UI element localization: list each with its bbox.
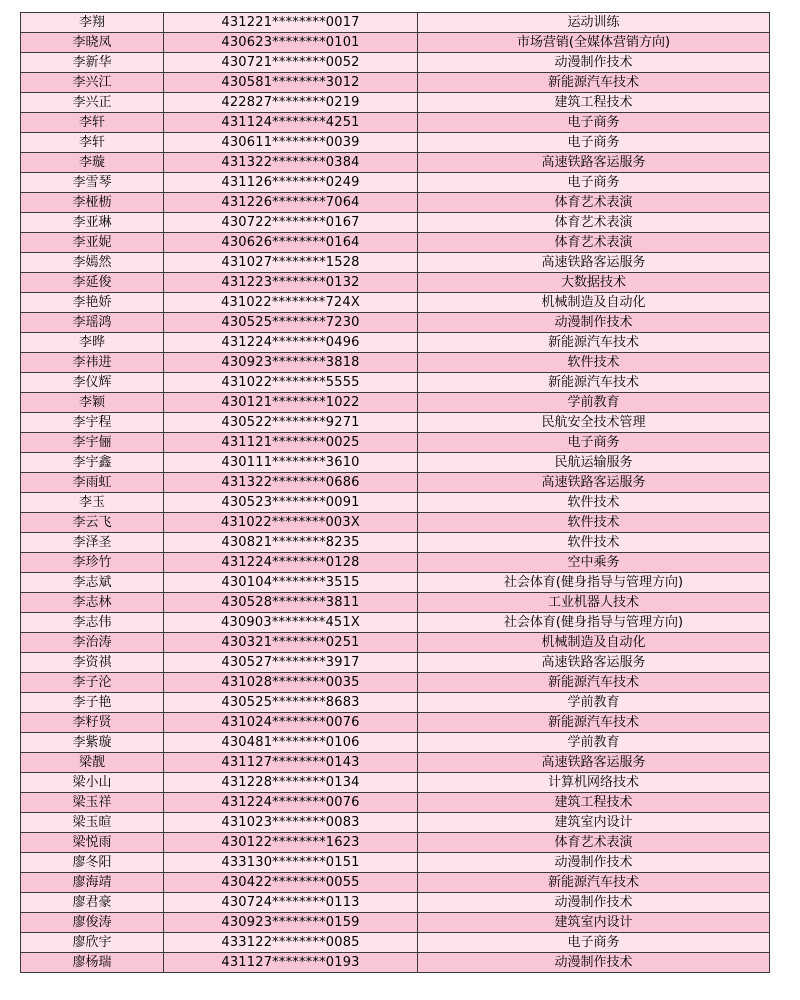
student-name-cell: 李兴正: [21, 93, 164, 113]
id-number-cell: 433130********0151: [164, 853, 418, 873]
table-row: [21, 433, 770, 453]
table-row: [21, 473, 770, 493]
major-cell: 高速铁路客运服务: [418, 153, 770, 173]
id-number-cell: 430721********0052: [164, 53, 418, 73]
student-name-cell: 李玉: [21, 493, 164, 513]
table-row: [21, 393, 770, 413]
table-row: [21, 893, 770, 913]
table-row: [21, 673, 770, 693]
id-number-cell: 431121********0025: [164, 433, 418, 453]
id-number-cell: 430481********0106: [164, 733, 418, 753]
id-number-cell: 431126********0249: [164, 173, 418, 193]
id-number-cell: 431322********0384: [164, 153, 418, 173]
id-number-cell: 430626********0164: [164, 233, 418, 253]
major-cell: 软件技术: [418, 513, 770, 533]
student-name-cell: 李翔: [21, 13, 164, 33]
major-cell: 建筑室内设计: [418, 813, 770, 833]
student-name-cell: 李晓凤: [21, 33, 164, 53]
student-name-cell: 李治涛: [21, 633, 164, 653]
id-number-cell: 431027********1528: [164, 253, 418, 273]
id-number-cell: 430523********0091: [164, 493, 418, 513]
student-name-cell: 梁靓: [21, 753, 164, 773]
table-row: [21, 873, 770, 893]
student-name-cell: 李云飞: [21, 513, 164, 533]
table-row: [21, 453, 770, 473]
major-cell: 计算机网络技术: [418, 773, 770, 793]
student-name-cell: 李籽贤: [21, 713, 164, 733]
student-name-cell: 李新华: [21, 53, 164, 73]
table-row: [21, 93, 770, 113]
student-name-cell: 李珍竹: [21, 553, 164, 573]
table-row: [21, 33, 770, 53]
student-name-cell: 廖君豪: [21, 893, 164, 913]
major-cell: 软件技术: [418, 533, 770, 553]
id-number-cell: 430422********0055: [164, 873, 418, 893]
major-cell: 社会体育(健身指导与管理方向): [418, 573, 770, 593]
major-cell: 高速铁路客运服务: [418, 473, 770, 493]
id-number-cell: 430525********7230: [164, 313, 418, 333]
major-cell: 体育艺术表演: [418, 193, 770, 213]
table-row: [21, 633, 770, 653]
table-row: [21, 813, 770, 833]
id-number-cell: 431127********0193: [164, 953, 418, 973]
id-number-cell: 431221********0017: [164, 13, 418, 33]
table-row: [21, 493, 770, 513]
major-cell: 学前教育: [418, 733, 770, 753]
table-row: [21, 313, 770, 333]
table-row: [21, 853, 770, 873]
major-cell: 新能源汽车技术: [418, 73, 770, 93]
major-cell: 建筑工程技术: [418, 93, 770, 113]
table-row: [21, 753, 770, 773]
major-cell: 新能源汽车技术: [418, 373, 770, 393]
table-row: [21, 953, 770, 973]
id-number-cell: 430821********8235: [164, 533, 418, 553]
table-row: [21, 693, 770, 713]
id-number-cell: 430522********9271: [164, 413, 418, 433]
student-name-cell: 李泽圣: [21, 533, 164, 553]
student-name-cell: 李仪辉: [21, 373, 164, 393]
table-row: [21, 193, 770, 213]
student-name-cell: 李雨虹: [21, 473, 164, 493]
id-number-cell: 430923********3818: [164, 353, 418, 373]
major-cell: 体育艺术表演: [418, 833, 770, 853]
id-number-cell: 431223********0132: [164, 273, 418, 293]
student-name-cell: 李宇程: [21, 413, 164, 433]
id-number-cell: 430527********3917: [164, 653, 418, 673]
student-name-cell: 李志伟: [21, 613, 164, 633]
major-cell: 电子商务: [418, 933, 770, 953]
id-number-cell: 431127********0143: [164, 753, 418, 773]
major-cell: 电子商务: [418, 173, 770, 193]
student-name-cell: 廖冬阳: [21, 853, 164, 873]
id-number-cell: 431226********7064: [164, 193, 418, 213]
student-name-cell: 李瑶鸿: [21, 313, 164, 333]
table-row: [21, 293, 770, 313]
major-cell: 工业机器人技术: [418, 593, 770, 613]
student-name-cell: 李祎进: [21, 353, 164, 373]
student-table-body: [21, 13, 770, 973]
major-cell: 运动训练: [418, 13, 770, 33]
student-name-cell: 李宇鑫: [21, 453, 164, 473]
major-cell: 动漫制作技术: [418, 53, 770, 73]
table-row: [21, 133, 770, 153]
table-row: [21, 73, 770, 93]
major-cell: 大数据技术: [418, 273, 770, 293]
id-number-cell: 431028********0035: [164, 673, 418, 693]
major-cell: 新能源汽车技术: [418, 713, 770, 733]
major-cell: 新能源汽车技术: [418, 333, 770, 353]
id-number-cell: 431124********4251: [164, 113, 418, 133]
id-number-cell: 430722********0167: [164, 213, 418, 233]
major-cell: 电子商务: [418, 433, 770, 453]
id-number-cell: 431224********0496: [164, 333, 418, 353]
major-cell: 电子商务: [418, 113, 770, 133]
table-row: [21, 773, 770, 793]
student-name-cell: 李亚琳: [21, 213, 164, 233]
student-name-cell: 李颖: [21, 393, 164, 413]
major-cell: 空中乘务: [418, 553, 770, 573]
major-cell: 软件技术: [418, 353, 770, 373]
table-row: [21, 573, 770, 593]
table-row: [21, 833, 770, 853]
major-cell: 机械制造及自动化: [418, 293, 770, 313]
major-cell: 电子商务: [418, 133, 770, 153]
major-cell: 民航安全技术管理: [418, 413, 770, 433]
major-cell: 体育艺术表演: [418, 233, 770, 253]
id-number-cell: 431022********003X: [164, 513, 418, 533]
table-row: [21, 933, 770, 953]
table-row: [21, 253, 770, 273]
table-row: [21, 713, 770, 733]
table-row: [21, 793, 770, 813]
table-row: [21, 513, 770, 533]
id-number-cell: 431322********0686: [164, 473, 418, 493]
id-number-cell: 431224********0128: [164, 553, 418, 573]
id-number-cell: 430121********1022: [164, 393, 418, 413]
student-name-cell: 李宇俪: [21, 433, 164, 453]
student-name-cell: 李艳娇: [21, 293, 164, 313]
major-cell: 民航运输服务: [418, 453, 770, 473]
major-cell: 高速铁路客运服务: [418, 253, 770, 273]
table-row: [21, 53, 770, 73]
table-row: [21, 153, 770, 173]
id-number-cell: 430111********3610: [164, 453, 418, 473]
major-cell: 机械制造及自动化: [418, 633, 770, 653]
id-number-cell: 430321********0251: [164, 633, 418, 653]
student-table: [20, 12, 770, 973]
student-name-cell: 李子艳: [21, 693, 164, 713]
student-name-cell: 李亚妮: [21, 233, 164, 253]
student-name-cell: 李雪琴: [21, 173, 164, 193]
major-cell: 高速铁路客运服务: [418, 653, 770, 673]
table-row: [21, 233, 770, 253]
table-row: [21, 13, 770, 33]
id-number-cell: 431224********0076: [164, 793, 418, 813]
table-row: [21, 213, 770, 233]
major-cell: 动漫制作技术: [418, 313, 770, 333]
table-row: [21, 333, 770, 353]
table-row: [21, 273, 770, 293]
table-row: [21, 173, 770, 193]
student-name-cell: 李璇: [21, 153, 164, 173]
student-name-cell: 李资祺: [21, 653, 164, 673]
student-name-cell: 李志斌: [21, 573, 164, 593]
student-name-cell: 李轩: [21, 133, 164, 153]
major-cell: 学前教育: [418, 693, 770, 713]
student-name-cell: 廖欣宇: [21, 933, 164, 953]
student-name-cell: 李桠枥: [21, 193, 164, 213]
major-cell: 建筑室内设计: [418, 913, 770, 933]
student-name-cell: 李延俊: [21, 273, 164, 293]
table-row: [21, 113, 770, 133]
major-cell: 体育艺术表演: [418, 213, 770, 233]
id-number-cell: 430122********1623: [164, 833, 418, 853]
table-row: [21, 913, 770, 933]
id-number-cell: 430104********3515: [164, 573, 418, 593]
major-cell: 动漫制作技术: [418, 853, 770, 873]
student-name-cell: 李轩: [21, 113, 164, 133]
id-number-cell: 431228********0134: [164, 773, 418, 793]
student-name-cell: 廖海靖: [21, 873, 164, 893]
major-cell: 动漫制作技术: [418, 953, 770, 973]
student-name-cell: 梁悦雨: [21, 833, 164, 853]
id-number-cell: 430903********451X: [164, 613, 418, 633]
major-cell: 社会体育(健身指导与管理方向): [418, 613, 770, 633]
table-row: [21, 413, 770, 433]
student-name-cell: 李晔: [21, 333, 164, 353]
id-number-cell: 430611********0039: [164, 133, 418, 153]
student-name-cell: 梁小山: [21, 773, 164, 793]
id-number-cell: 430581********3012: [164, 73, 418, 93]
id-number-cell: 430623********0101: [164, 33, 418, 53]
table-row: [21, 613, 770, 633]
student-name-cell: 梁玉暄: [21, 813, 164, 833]
id-number-cell: 431023********0083: [164, 813, 418, 833]
major-cell: 动漫制作技术: [418, 893, 770, 913]
student-name-cell: 廖杨瑞: [21, 953, 164, 973]
table-row: [21, 373, 770, 393]
major-cell: 新能源汽车技术: [418, 673, 770, 693]
student-name-cell: 李志林: [21, 593, 164, 613]
major-cell: 市场营销(全媒体营销方向): [418, 33, 770, 53]
id-number-cell: 430923********0159: [164, 913, 418, 933]
id-number-cell: 422827********0219: [164, 93, 418, 113]
student-name-cell: 梁玉祥: [21, 793, 164, 813]
student-name-cell: 李紫璇: [21, 733, 164, 753]
id-number-cell: 430525********8683: [164, 693, 418, 713]
id-number-cell: 431022********724X: [164, 293, 418, 313]
student-name-cell: 李嫣然: [21, 253, 164, 273]
id-number-cell: 430724********0113: [164, 893, 418, 913]
table-row: [21, 593, 770, 613]
table-row: [21, 353, 770, 373]
major-cell: 新能源汽车技术: [418, 873, 770, 893]
id-number-cell: 431024********0076: [164, 713, 418, 733]
table-row: [21, 733, 770, 753]
major-cell: 软件技术: [418, 493, 770, 513]
id-number-cell: 431022********5555: [164, 373, 418, 393]
major-cell: 学前教育: [418, 393, 770, 413]
table-row: [21, 533, 770, 553]
student-name-cell: 李兴江: [21, 73, 164, 93]
major-cell: 建筑工程技术: [418, 793, 770, 813]
major-cell: 高速铁路客运服务: [418, 753, 770, 773]
student-name-cell: 李子沦: [21, 673, 164, 693]
table-row: [21, 653, 770, 673]
student-name-cell: 廖俊涛: [21, 913, 164, 933]
id-number-cell: 433122********0085: [164, 933, 418, 953]
table-row: [21, 553, 770, 573]
id-number-cell: 430528********3811: [164, 593, 418, 613]
